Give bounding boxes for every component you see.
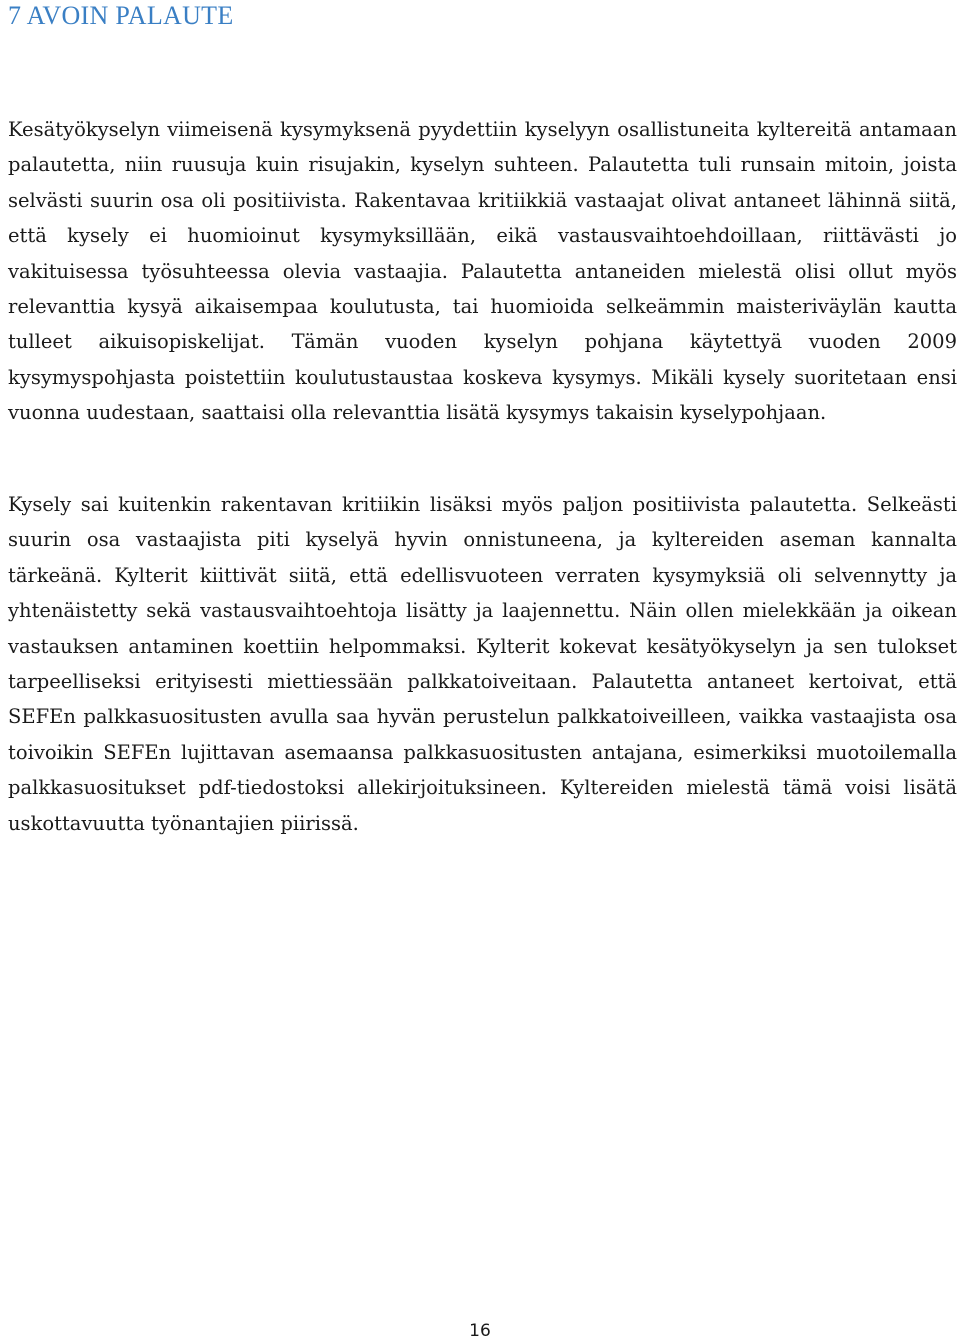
paragraph-2: Kysely sai kuitenkin rakentavan kritiikin lisäksi myös paljon positiivista palautetta. Selkeästi suurin osa vastaajista piti kyselyä hyvin onnistuneena, ja kyltereiden aseman kannalta tärkeänä. Kylterit kiittivät siitä, että edellisvuoteen verraten kysymyksiä oli selvennytty ja yhtenäistetty sekä vastausvaihtoehtoja lisätty ja laajennettu. Näin ollen mielekkään ja oikean vastauksen antaminen koettiin helpommaksi. Kylterit kokevat kesätyökyselyn ja sen tulokset tarpeelliseksi erityisesti miettiessään palkkatoiveitaan. Palautetta antaneet kertoivat, että SEFEn palkkasuositusten avulla saa hyvän perustelun palkkatoiveilleen, vaikka vastaajista osa toivoikin SEFEn lujittavan asemaansa palkkasuositusten antajana, esimerkiksi muotoilemalla palkkasuositukset pdf-tiedostoksi allekirjoituksineen. Kyltereiden mielestä tämä voisi lisätä uskottavuutta työnantajien piirissä. <box>8 493 957 835</box>
section-heading: 7 AVOIN PALAUTE <box>8 1 234 30</box>
paragraph-1: Kesätyökyselyn viimeisenä kysymyksenä pyydettiin kyselyyn osallistuneita kyltereitä antamaan palautetta, niin ruusuja kuin risujakin, kyselyn suhteen. Palautetta tuli runsain mitoin, joista selvästi suurin osa oli positiivista. Rakentavaa kritiikkiä vastaajat olivat antaneet lähinnä siitä, että kysely ei huomioinut kysymyksillään, eikä vastausvaihtoehdoillaan, riittävästi jo vakituisessa työsuhteessa olevia vastaajia. Palautetta antaneiden mielestä olisi ollut myös relevanttia kysyä aikaisempaa koulutusta, tai huomioida selkeämmin maisteriväylän kautta tulleet aikuisopiskelijat. Tämän vuoden kyselyn pohjana käytettyä vuoden 2009 kysymyspohjasta poistettiin koulutustaustaa koskeva kysymys. Mikäli kysely suoritetaan ensi vuonna uudestaan, saattaisi olla relevanttia lisätä kysymys takaisin kyselypohjaan. <box>8 118 957 425</box>
page-number: 16 <box>469 1321 491 1341</box>
